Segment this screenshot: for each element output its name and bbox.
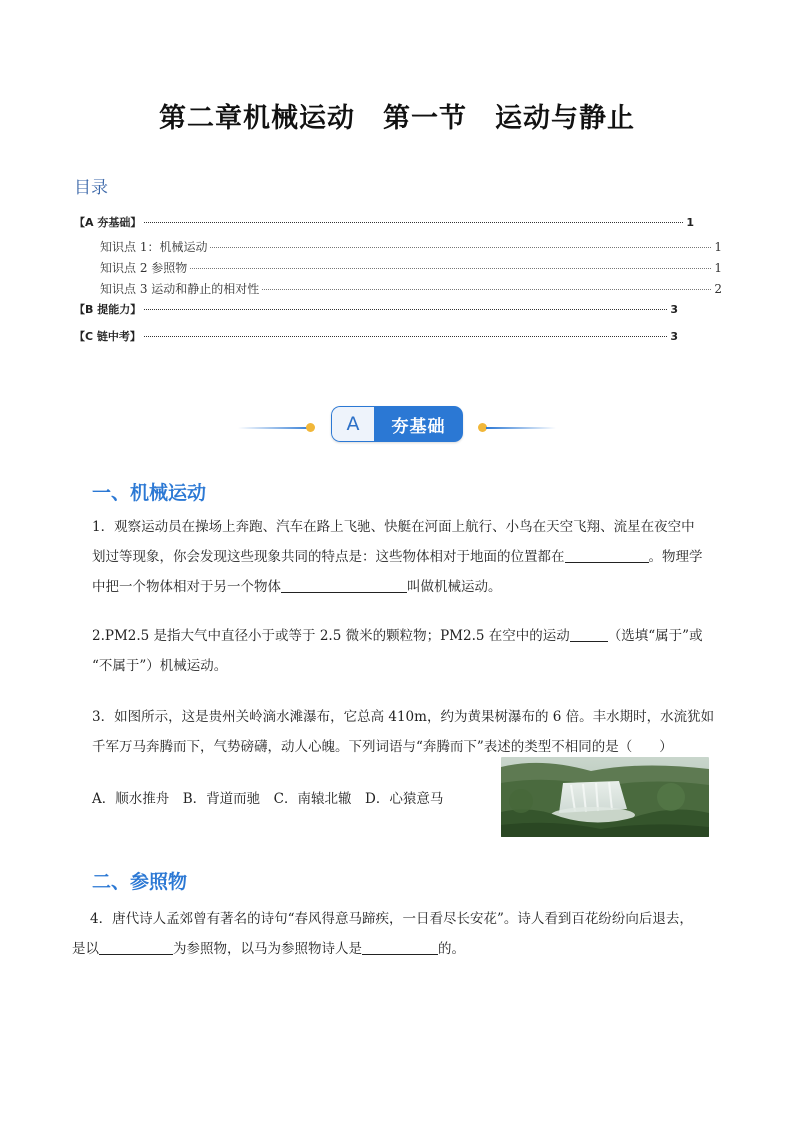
- toc-label: 【C 链中考】: [74, 330, 141, 343]
- toc-label: 【A 夯基础】: [74, 216, 142, 229]
- q1-line-3: [92, 572, 732, 602]
- toc-page: 1: [686, 216, 694, 229]
- question-1: [92, 512, 732, 602]
- toc-leader: [262, 289, 711, 290]
- q2-text: （选填“属于”或: [607, 628, 703, 644]
- q2-line-1: [92, 621, 732, 651]
- toc-entry-c[interactable]: [74, 328, 678, 344]
- q1-text: 中把一个物体相对于另一个物体: [92, 579, 281, 595]
- q2-blank[interactable]: [570, 627, 608, 642]
- toc-page: 1: [714, 261, 722, 275]
- section-banner: [331, 406, 463, 442]
- toc-entry-a[interactable]: [74, 214, 694, 230]
- q1-line-2: [92, 542, 732, 572]
- q3-line-1: 3．如图所示，这是贵州关岭滴水滩瀑布，它总高 410m，约为黄果树瀑布的 6 倍。丰水期时，水流犹如: [92, 709, 715, 725]
- q4-line-2: [72, 934, 732, 964]
- q1-text: 叫做机械运动。: [407, 579, 502, 595]
- q4-line-1: 4．唐代诗人孟郊曾有著名的诗句“春风得意马蹄疾，一日看尽长安花”。诗人看到百花纷纷向后退去，: [90, 911, 693, 927]
- q2-line-2: “不属于”）机械运动。: [92, 658, 228, 674]
- q3-line-2: 千军万马奔腾而下，气势磅礴，动人心魄。下列词语与“奔腾而下”表述的类型不相同的是（ ）: [92, 739, 673, 755]
- toc-label: 知识点 2 参照物: [100, 261, 188, 275]
- toc-entry-kp1[interactable]: [100, 238, 722, 255]
- q4-blank-1[interactable]: [99, 940, 173, 955]
- q1-text: 划过等现象，你会发现这些现象共同的特点是：这些物体相对于地面的位置都在: [92, 549, 565, 565]
- q1-text: 。物理学: [648, 549, 703, 565]
- question-2: [92, 621, 732, 681]
- toc-page: 3: [670, 303, 678, 316]
- toc-leader: [144, 336, 667, 337]
- question-3: [92, 702, 732, 762]
- section-heading-mechanical-motion: 一、机械运动: [92, 482, 207, 504]
- toc-leader: [190, 268, 711, 269]
- toc-page: 3: [670, 330, 678, 343]
- q1-line-1: 1．观察运动员在操场上奔跑、汽车在路上飞驰、快艇在河面上航行、小鸟在天空飞翔、流星在夜空中: [92, 519, 695, 535]
- waterfall-image-icon: [501, 757, 709, 837]
- q2-text: 2.PM2.5 是指大气中直径小于或等于 2.5 微米的颗粒物；PM2.5 在空中的运动: [92, 628, 570, 644]
- q4-blank-2[interactable]: [362, 940, 438, 955]
- toc-entry-b[interactable]: [74, 301, 678, 317]
- q3-options: A．顺水推舟 B．背道而驰 C．南辕北辙 D．心猿意马: [92, 791, 444, 807]
- waterfall-photo: [501, 757, 709, 837]
- toc-label: 【B 提能力】: [74, 303, 142, 316]
- toc-entry-kp2[interactable]: [100, 259, 722, 276]
- q1-blank-2[interactable]: [281, 578, 407, 593]
- toc-label: 知识点 1：机械运动: [100, 240, 208, 254]
- banner-dot-left: [306, 423, 315, 432]
- banner-letter: A: [331, 406, 374, 442]
- toc-label: 知识点 3 运动和静止的相对性: [100, 282, 260, 296]
- banner-text: 夯基础: [374, 406, 463, 442]
- page-title: 第二章机械运动 第一节 运动与静止: [159, 103, 635, 134]
- q4-text: 是以: [72, 941, 99, 957]
- toc-page: 1: [714, 240, 722, 254]
- question-4: [72, 904, 732, 964]
- section-heading-reference-object: 二、参照物: [92, 871, 188, 893]
- toc-page: 2: [714, 282, 722, 296]
- toc-leader: [210, 247, 711, 248]
- banner-line-left: [238, 427, 314, 429]
- q1-blank-1[interactable]: [565, 548, 649, 563]
- toc-leader: [144, 222, 683, 223]
- toc-heading: 目录: [74, 178, 108, 198]
- banner-line-right: [486, 427, 556, 429]
- toc-entry-kp3[interactable]: [100, 280, 722, 297]
- q4-text: 为参照物，以马为参照物诗人是: [173, 941, 362, 957]
- toc-leader: [144, 309, 667, 310]
- q4-text: 的。: [438, 941, 465, 957]
